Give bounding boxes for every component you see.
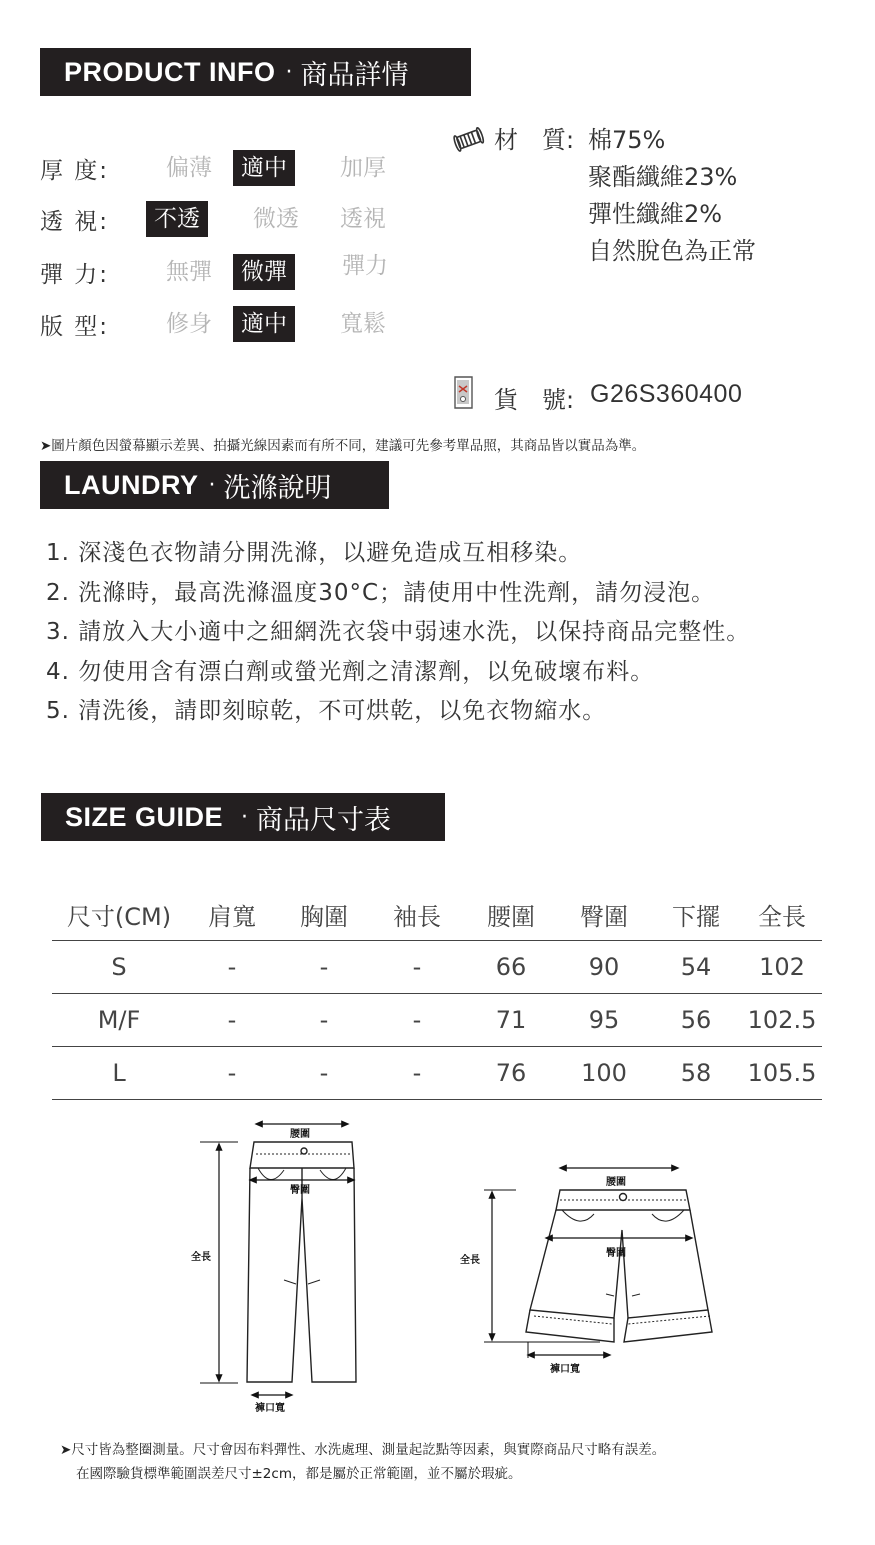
item-number-value: G26S360400: [590, 380, 743, 408]
size-guide-header: [41, 793, 445, 841]
hem-label: 褲口寬: [255, 1403, 285, 1414]
laundry-item: 1. 深淺色衣物請分開洗滌，以避免造成互相移染。: [46, 540, 583, 566]
shorts-length-label: 全長: [460, 1255, 480, 1266]
attr-label: 透 視:: [40, 208, 110, 235]
col-header: 袖長: [370, 888, 464, 941]
table-cell: -: [186, 941, 278, 994]
col-header: 腰圍: [464, 888, 558, 941]
col-header: 肩寬: [186, 888, 278, 941]
table-row: [52, 941, 822, 994]
table-cell: 56: [650, 994, 742, 1047]
attr-option: 加厚: [340, 155, 386, 181]
laundry-item: 2. 洗滌時，最高洗滌溫度30°C；請使用中性洗劑，請勿浸泡。: [46, 579, 716, 606]
length-label: 全長: [191, 1252, 211, 1263]
laundry-item: 5. 清洗後，請即刻晾乾，不可烘乾，以免衣物縮水。: [46, 698, 607, 724]
material-line: 聚酯纖維23%: [588, 163, 738, 191]
table-cell: 102.5: [742, 994, 822, 1047]
table-cell: -: [186, 994, 278, 1047]
attr-option: 微透: [253, 206, 299, 232]
attr-option: 偏薄: [166, 155, 212, 181]
table-cell: 54: [650, 941, 742, 994]
table-cell: 66: [464, 941, 558, 994]
header-separator: ·: [285, 59, 293, 85]
table-cell: -: [278, 1047, 370, 1100]
table-cell: -: [278, 994, 370, 1047]
table-cell: 105.5: [742, 1047, 822, 1100]
table-cell: -: [370, 994, 464, 1047]
size-guide-title-en: SIZE GUIDE: [65, 801, 224, 832]
product-info-title-en: PRODUCT INFO: [64, 56, 276, 87]
table-cell: -: [370, 941, 464, 994]
attr-option: 透視: [340, 206, 386, 232]
attr-row-transparency: [40, 199, 510, 239]
measurement-diagrams: [0, 1110, 875, 1430]
long-pants-diagram: [247, 1142, 356, 1382]
color-disclaimer: ➤圖片顏色因螢幕顯示差異、拍攝光線因素而有所不同，建議可先參考單品照，其商品皆以實品為準。: [40, 438, 646, 454]
table-cell: -: [186, 1047, 278, 1100]
product-info-header: [40, 48, 471, 96]
laundry-title-zh: 洗滌說明: [223, 472, 332, 504]
col-header: 全長: [742, 888, 822, 941]
attr-option: 無彈: [166, 259, 212, 285]
waist-label: 腰圍: [290, 1129, 310, 1140]
table-cell: L: [52, 1047, 186, 1100]
attr-option: 修身: [166, 311, 212, 337]
attr-row-fit: [40, 304, 510, 344]
laundry-item: 3. 請放入大小適中之細網洗衣袋中弱速水洗，以保持商品完整性。: [46, 619, 751, 645]
table-cell: 71: [464, 994, 558, 1047]
shorts-waist-label: 腰圍: [606, 1177, 626, 1188]
size-disclaimer-line1: ➤尺寸皆為整圈測量。尺寸會因布料彈性、水洗處理、測量起訖點等因素，與實際商品尺寸略有誤差。: [60, 1442, 666, 1458]
material-label: 材 質:: [494, 126, 575, 154]
item-number-label: 貨 號:: [494, 386, 575, 414]
shorts-hem-label: 褲口寬: [550, 1364, 580, 1375]
attr-option: 彈力: [342, 253, 388, 279]
tag-icon: [452, 374, 478, 412]
material-line: 彈性纖維2%: [588, 200, 723, 228]
table-cell: 58: [650, 1047, 742, 1100]
table-cell: 95: [558, 994, 650, 1047]
attr-row-elasticity: [40, 252, 510, 292]
table-cell: 76: [464, 1047, 558, 1100]
material-line: 自然脫色為正常: [588, 237, 756, 265]
shorts-diagram: [526, 1190, 712, 1342]
laundry-title-en: LAUNDRY: [64, 469, 199, 500]
attr-option-selected: 適中: [233, 306, 295, 342]
header-separator: ·: [208, 472, 216, 498]
attr-option-selected: 微彈: [233, 254, 295, 290]
table-cell: M/F: [52, 994, 186, 1047]
attr-row-thickness: [40, 148, 510, 188]
size-table-header-row: [52, 888, 822, 941]
laundry-header: [40, 461, 389, 509]
table-cell: -: [370, 1047, 464, 1100]
header-separator: ·: [241, 804, 249, 830]
table-cell: 100: [558, 1047, 650, 1100]
table-row: [52, 994, 822, 1047]
shorts-hip-label: 臀圍: [606, 1248, 626, 1259]
thread-spool-icon: [452, 126, 488, 154]
col-header: 胸圍: [278, 888, 370, 941]
col-header: 下擺: [650, 888, 742, 941]
size-table: [52, 888, 822, 1100]
laundry-item: 4. 勿使用含有漂白劑或螢光劑之清潔劑，以免破壞布料。: [46, 658, 655, 685]
attr-option-selected: 適中: [233, 150, 295, 186]
table-cell: 102: [742, 941, 822, 994]
hip-label: 臀圍: [290, 1185, 310, 1196]
attr-option: 寬鬆: [340, 311, 386, 337]
attr-label: 版 型:: [40, 313, 110, 340]
size-disclaimer-line2: 在國際驗貨標準範圍誤差尺寸±2cm，都是屬於正常範圍，並不屬於瑕疵。: [76, 1466, 522, 1482]
laundry-list: [46, 534, 750, 732]
attr-label: 厚 度:: [40, 157, 110, 184]
table-cell: -: [278, 941, 370, 994]
material-lines: [588, 122, 756, 270]
attr-option-selected: 不透: [146, 201, 208, 237]
size-guide-title-zh: 商品尺寸表: [256, 804, 392, 836]
table-row: [52, 1047, 822, 1100]
product-info-title-zh: 商品詳情: [300, 59, 409, 91]
table-cell: 90: [558, 941, 650, 994]
col-header: 尺寸(CM): [52, 888, 186, 941]
attr-label: 彈 力:: [40, 261, 110, 288]
col-header: 臀圍: [558, 888, 650, 941]
table-cell: S: [52, 941, 186, 994]
material-line: 棉75%: [588, 126, 666, 154]
